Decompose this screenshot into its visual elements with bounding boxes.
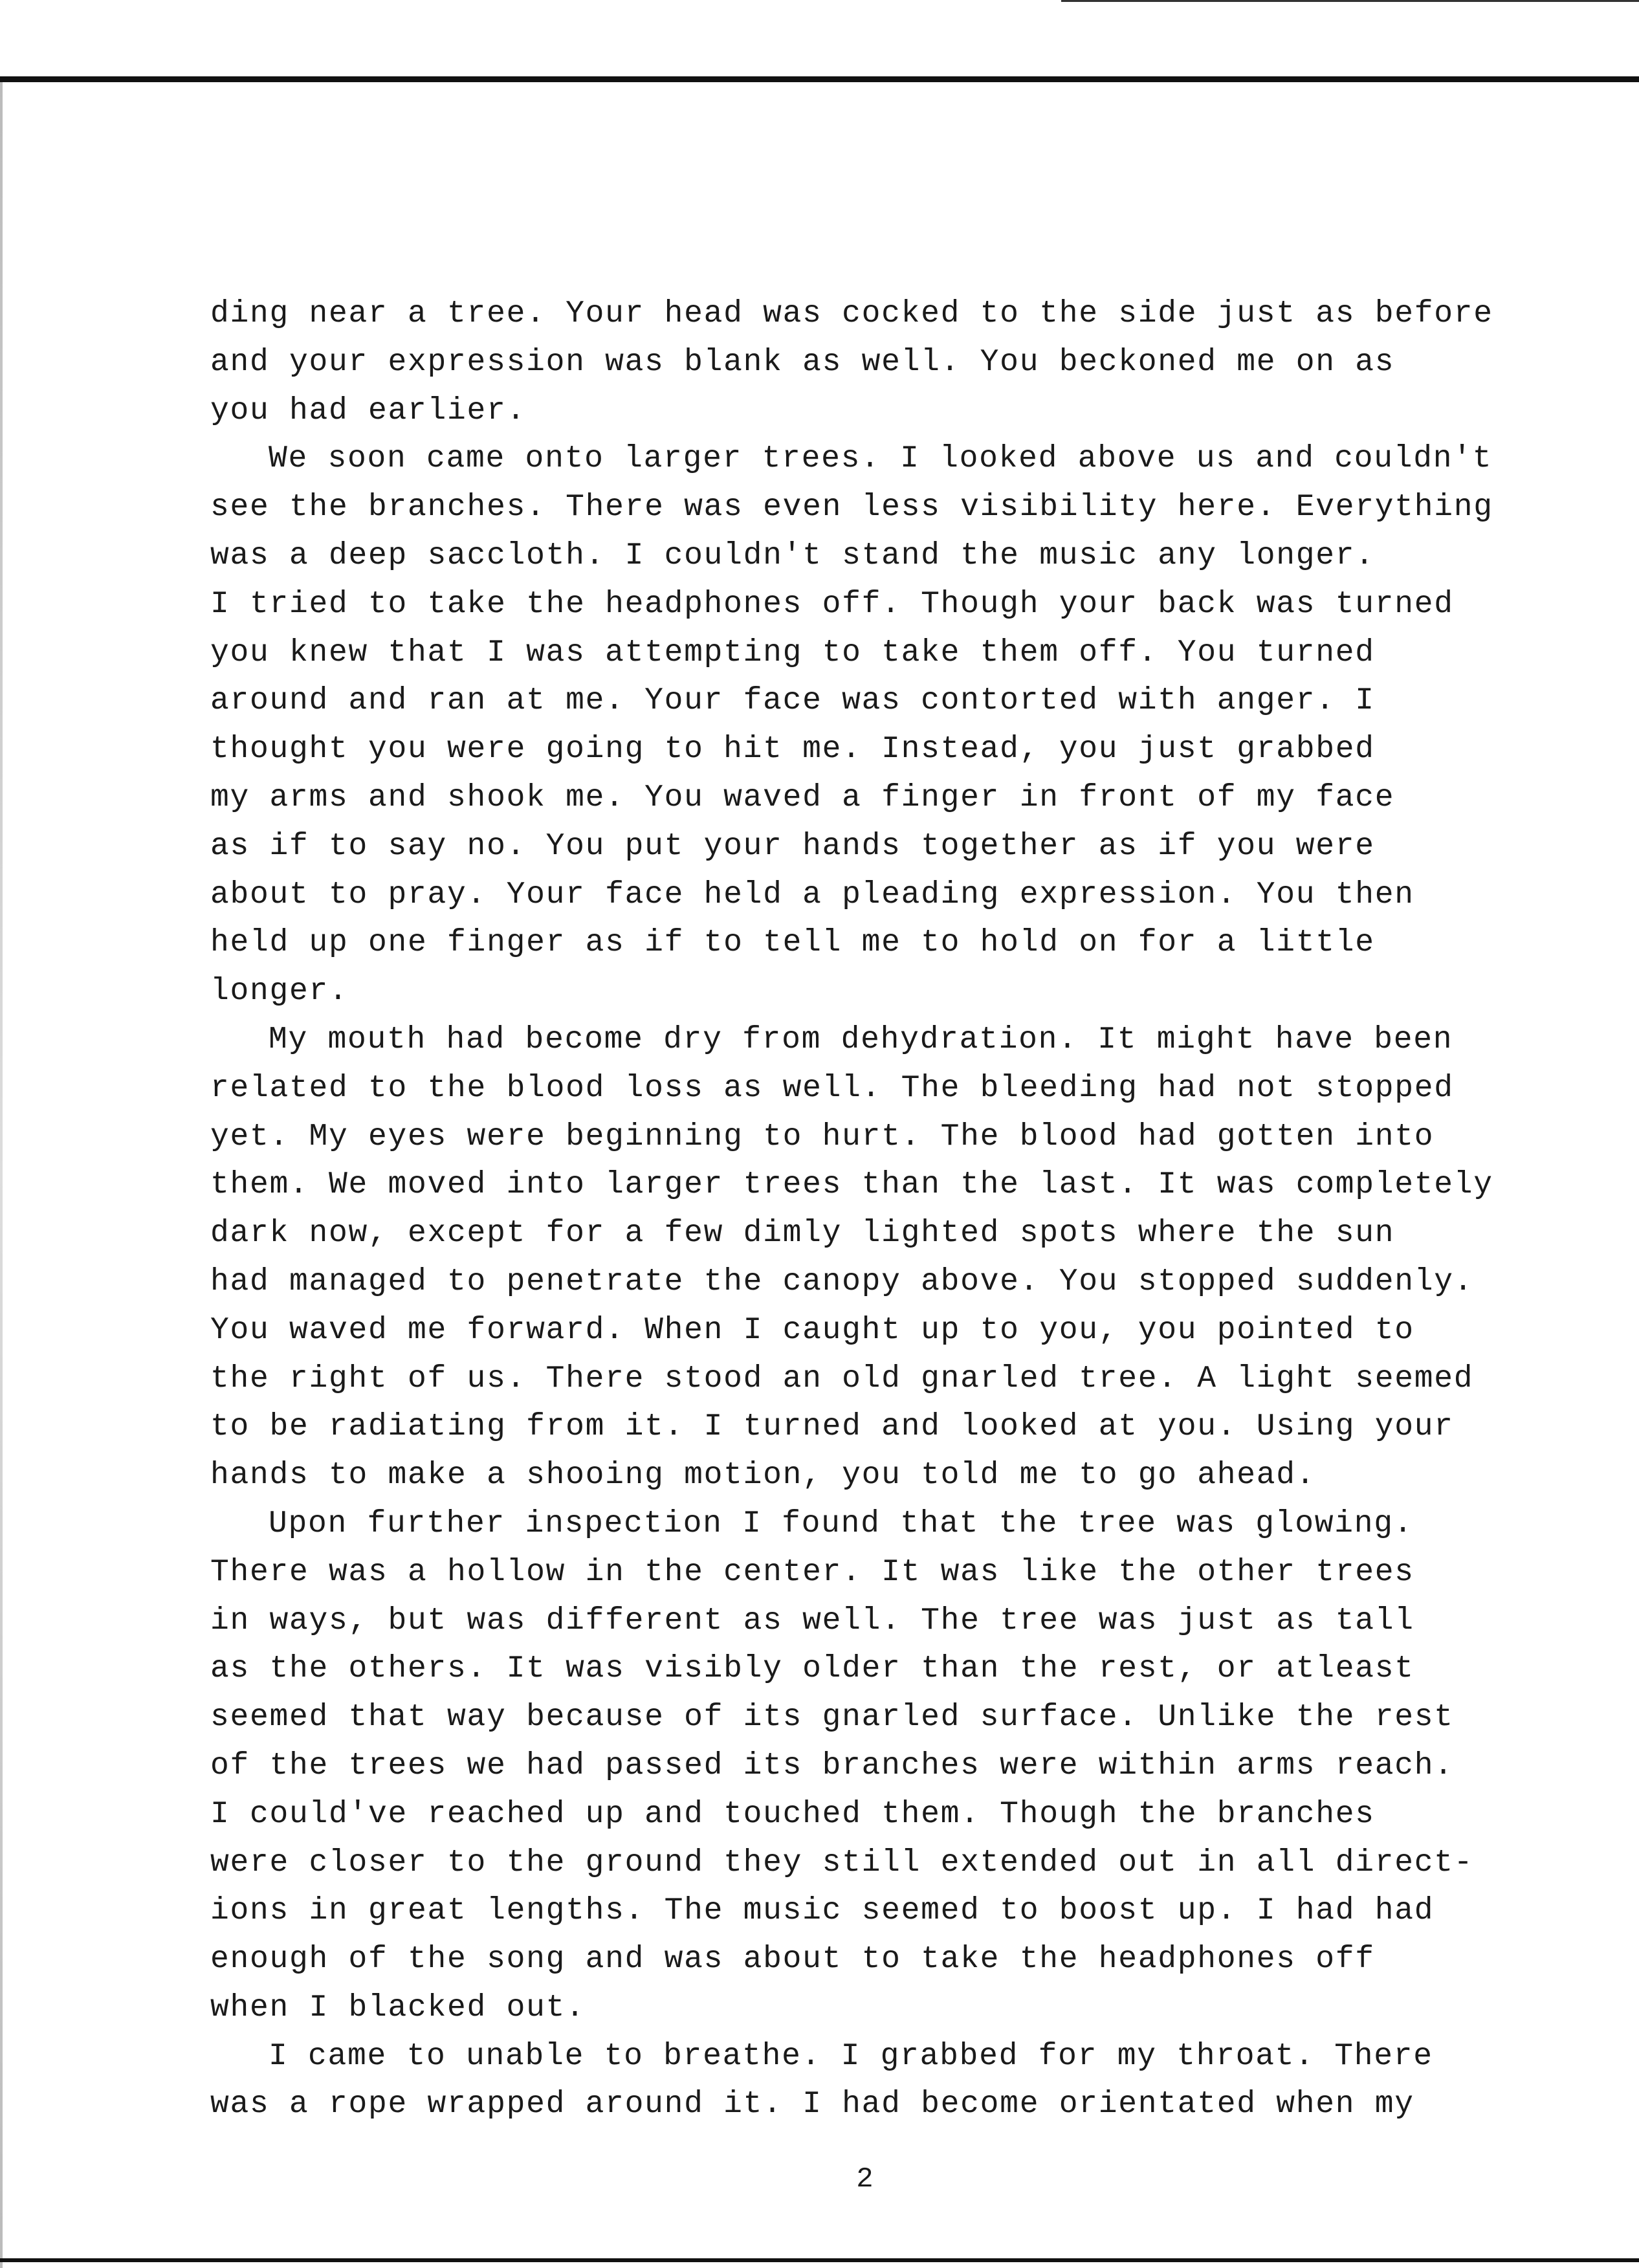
page-number: 2 [856, 2163, 874, 2196]
text-line: in ways, but was different as well. The tree was just as tall [210, 1603, 1414, 1638]
bottom-border-rule [0, 2258, 1639, 2262]
text-line: There was a hollow in the center. It was like the other trees [210, 1554, 1414, 1590]
text-line: and your expression was blank as well. You beckoned me on as [210, 344, 1395, 380]
text-line: We soon came onto larger trees. I looked above us and couldn't [269, 441, 1493, 477]
text-line: I came to unable to breathe. I grabbed for my throat. There [269, 2038, 1433, 2074]
text-line: the right of us. There stood an old gnarled tree. A light seemed [210, 1361, 1474, 1396]
text-line: was a deep saccloth. I couldn't stand the music any longer. [210, 538, 1375, 573]
text-line: as if to say no. You put your hands together as if you were [210, 828, 1375, 864]
text-line: you knew that I was attempting to take them off. You turned [210, 635, 1375, 670]
text-line: were closer to the ground they still extended out in all direct- [210, 1845, 1474, 1880]
top-border-rule [0, 76, 1639, 82]
text-line: ding near a tree. Your head was cocked to the side just as before [210, 296, 1493, 331]
left-page-edge [0, 82, 3, 2268]
text-line: enough of the song and was about to take the headphones off [210, 1942, 1375, 1977]
text-line: you had earlier. [210, 393, 527, 428]
text-line: dark now, except for a few dimly lighted spots where the sun [210, 1216, 1395, 1251]
text-line: seemed that way because of its gnarled surface. Unlike the rest [210, 1700, 1454, 1735]
text-line: was a rope wrapped around it. I had become orientated when my [210, 2087, 1414, 2122]
text-line: longer. [210, 974, 349, 1009]
text-line: when I blacked out. [210, 1990, 586, 2025]
text-line: yet. My eyes were beginning to hurt. The blood had gotten into [210, 1119, 1435, 1154]
text-line: ions in great lengths. The music seemed to boost up. I had had [210, 1893, 1435, 1929]
text-line: as the others. It was visibly older than the rest, or atleast [210, 1651, 1414, 1687]
text-line: around and ran at me. Your face was contorted with anger. I [210, 683, 1375, 719]
text-line: about to pray. Your face held a pleading expression. You then [210, 877, 1414, 912]
text-line: You waved me forward. When I caught up to you, you pointed to [210, 1312, 1414, 1348]
text-line: hands to make a shooing motion, you told me to go ahead. [210, 1458, 1316, 1493]
text-line: My mouth had become dry from dehydration. It might have been [269, 1022, 1453, 1057]
top-edge-line [1061, 0, 1639, 2]
text-line: I could've reached up and touched them. Though the branches [210, 1796, 1375, 1832]
text-line: Upon further inspection I found that the tree was glowing. [269, 1506, 1414, 1541]
text-line: I tried to take the headphones off. Though your back was turned [210, 586, 1454, 622]
text-line: to be radiating from it. I turned and looked at you. Using your [210, 1409, 1454, 1445]
text-line: thought you were going to hit me. Instead, you just grabbed [210, 732, 1375, 767]
body-text [210, 290, 1504, 2129]
text-line: of the trees we had passed its branches were within arms reach. [210, 1748, 1454, 1783]
text-line: see the branches. There was even less visibility here. Everything [210, 490, 1493, 525]
text-line: my arms and shook me. You waved a finger in front of my face [210, 780, 1395, 815]
text-line: related to the blood loss as well. The bleeding had not stopped [210, 1070, 1454, 1106]
text-line: held up one finger as if to tell me to hold on for a little [210, 925, 1375, 961]
text-line: had managed to penetrate the canopy above. You stopped suddenly. [210, 1264, 1474, 1299]
text-line: them. We moved into larger trees than the last. It was completely [210, 1167, 1493, 1203]
